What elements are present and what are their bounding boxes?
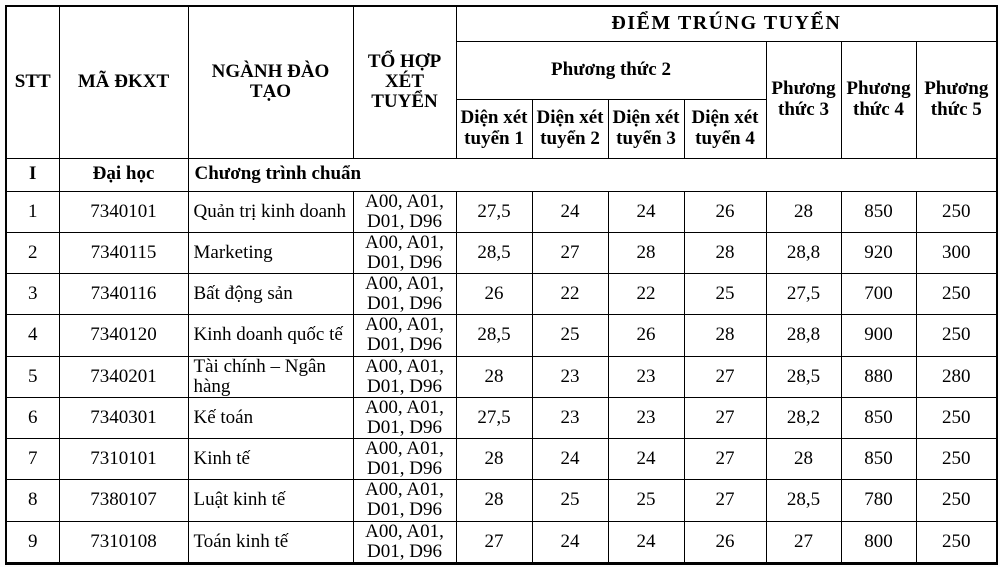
- cell-ma-dkxt: 7340201: [59, 356, 188, 397]
- cell-ma-dkxt: 7380107: [59, 480, 188, 521]
- cell-dxt3: 28: [608, 232, 684, 273]
- cell-nganh: Marketing: [188, 232, 353, 273]
- cell-dxt3: 24: [608, 439, 684, 480]
- cell-pt4: 900: [841, 315, 916, 356]
- cell-dxt2: 25: [532, 315, 608, 356]
- cell-pt4: 920: [841, 232, 916, 273]
- header-dien-xet-tuyen-4: Diện xét tuyển 4: [684, 99, 766, 158]
- cell-dxt4: 26: [684, 191, 766, 232]
- cell-pt4: 800: [841, 521, 916, 563]
- cell-dxt2: 24: [532, 439, 608, 480]
- cell-pt5: 250: [916, 397, 997, 438]
- section-ma-dkxt: Đại học: [59, 158, 188, 191]
- cell-dxt1: 28,5: [456, 232, 532, 273]
- cell-dxt4: 27: [684, 356, 766, 397]
- cell-dxt4: 28: [684, 315, 766, 356]
- cell-nganh: Kế toán: [188, 397, 353, 438]
- cell-pt5: 250: [916, 191, 997, 232]
- cell-to-hop: A00, A01, D01, D96: [353, 439, 456, 480]
- cell-pt4: 850: [841, 397, 916, 438]
- cell-stt: 6: [6, 397, 59, 438]
- cell-stt: 3: [6, 274, 59, 315]
- cell-dxt4: 27: [684, 439, 766, 480]
- cell-dxt4: 25: [684, 274, 766, 315]
- header-phuong-thuc-3: Phương thức 3: [766, 41, 841, 158]
- cell-dxt2: 27: [532, 232, 608, 273]
- header-dien-xet-tuyen-2: Diện xét tuyển 2: [532, 99, 608, 158]
- cell-nganh: Quản trị kinh doanh: [188, 191, 353, 232]
- cell-ma-dkxt: 7340301: [59, 397, 188, 438]
- cell-to-hop: A00, A01, D01, D96: [353, 232, 456, 273]
- cell-to-hop: A00, A01, D01, D96: [353, 191, 456, 232]
- cell-pt5: 250: [916, 521, 997, 563]
- cell-to-hop: A00, A01, D01, D96: [353, 274, 456, 315]
- cell-pt3: 28,2: [766, 397, 841, 438]
- table-row-2: [6, 232, 997, 273]
- cell-pt3: 28: [766, 191, 841, 232]
- header-row-1: [6, 6, 997, 41]
- header-dien-xet-tuyen-1: Diện xét tuyển 1: [456, 99, 532, 158]
- cell-pt5: 250: [916, 274, 997, 315]
- header-nganh-dao-tao: [188, 6, 353, 158]
- cell-pt3: 28: [766, 439, 841, 480]
- cell-dxt4: 26: [684, 521, 766, 563]
- cell-ma-dkxt: 7340120: [59, 315, 188, 356]
- cell-stt: 1: [6, 191, 59, 232]
- cell-dxt1: 28: [456, 356, 532, 397]
- header-phuong-thuc-4: Phương thức 4: [841, 41, 916, 158]
- cell-dxt3: 23: [608, 397, 684, 438]
- cell-stt: 9: [6, 521, 59, 563]
- cell-ma-dkxt: 7340115: [59, 232, 188, 273]
- cell-pt3: 27: [766, 521, 841, 563]
- table-row-4: [6, 315, 997, 356]
- cell-dxt1: 28: [456, 439, 532, 480]
- cell-dxt1: 27: [456, 521, 532, 563]
- cell-dxt2: 23: [532, 397, 608, 438]
- cell-stt: 2: [6, 232, 59, 273]
- cell-ma-dkxt: 7340101: [59, 191, 188, 232]
- table-row-9: [6, 521, 997, 563]
- cell-nganh: Tài chính – Ngân hàng: [188, 356, 353, 397]
- cell-pt5: 280: [916, 356, 997, 397]
- cell-dxt1: 26: [456, 274, 532, 315]
- cell-dxt2: 22: [532, 274, 608, 315]
- cell-stt: 4: [6, 315, 59, 356]
- cell-dxt1: 27,5: [456, 191, 532, 232]
- cell-dxt2: 24: [532, 191, 608, 232]
- cell-to-hop: A00, A01, D01, D96: [353, 315, 456, 356]
- section-stt: I: [6, 158, 59, 191]
- cell-stt: 7: [6, 439, 59, 480]
- table-row-3: [6, 274, 997, 315]
- cell-dxt4: 28: [684, 232, 766, 273]
- cell-pt5: 250: [916, 315, 997, 356]
- table-row-8: [6, 480, 997, 521]
- header-diem-trung-tuyen: ĐIỂM TRÚNG TUYỂN: [456, 6, 997, 41]
- cell-pt5: 300: [916, 232, 997, 273]
- cell-nganh: Luật kinh tế: [188, 480, 353, 521]
- cell-dxt3: 24: [608, 191, 684, 232]
- cell-pt4: 850: [841, 439, 916, 480]
- cell-dxt3: 26: [608, 315, 684, 356]
- cell-dxt1: 27,5: [456, 397, 532, 438]
- cell-dxt1: 28: [456, 480, 532, 521]
- cell-stt: 5: [6, 356, 59, 397]
- header-nganh-dao-tao-label: NGÀNH ĐÀO TẠO: [211, 61, 330, 103]
- cell-pt4: 700: [841, 274, 916, 315]
- cell-dxt3: 23: [608, 356, 684, 397]
- section-row-dai-hoc: [6, 158, 997, 191]
- section-label: Chương trình chuẩn: [188, 158, 997, 191]
- cell-ma-dkxt: 7310108: [59, 521, 188, 563]
- cell-dxt3: 25: [608, 480, 684, 521]
- header-phuong-thuc-5: Phương thức 5: [916, 41, 997, 158]
- cell-dxt2: 24: [532, 521, 608, 563]
- cell-to-hop: A00, A01, D01, D96: [353, 356, 456, 397]
- cell-to-hop: A00, A01, D01, D96: [353, 480, 456, 521]
- cell-dxt4: 27: [684, 480, 766, 521]
- admission-scores-table: [5, 5, 998, 565]
- header-to-hop-xet-tuyen-label: TỔ HỢP XÉT TUYỂN: [367, 51, 442, 113]
- cell-pt3: 28,5: [766, 356, 841, 397]
- cell-nganh: Kinh doanh quốc tế: [188, 315, 353, 356]
- cell-to-hop: A00, A01, D01, D96: [353, 397, 456, 438]
- cell-pt3: 28,8: [766, 232, 841, 273]
- cell-dxt2: 25: [532, 480, 608, 521]
- cell-dxt1: 28,5: [456, 315, 532, 356]
- cell-pt4: 780: [841, 480, 916, 521]
- table-row-7: [6, 439, 997, 480]
- cell-dxt3: 24: [608, 521, 684, 563]
- cell-pt3: 27,5: [766, 274, 841, 315]
- cell-dxt3: 22: [608, 274, 684, 315]
- cell-nganh: Toán kinh tế: [188, 521, 353, 563]
- cell-pt5: 250: [916, 439, 997, 480]
- table-row-6: [6, 397, 997, 438]
- cell-dxt4: 27: [684, 397, 766, 438]
- cell-pt3: 28,8: [766, 315, 841, 356]
- cell-ma-dkxt: 7340116: [59, 274, 188, 315]
- header-ma-dkxt: MÃ ĐKXT: [59, 6, 188, 158]
- cell-dxt2: 23: [532, 356, 608, 397]
- cell-nganh: Bất động sản: [188, 274, 353, 315]
- header-stt: STT: [6, 6, 59, 158]
- cell-pt4: 850: [841, 191, 916, 232]
- cell-pt3: 28,5: [766, 480, 841, 521]
- header-to-hop-xet-tuyen: [353, 6, 456, 158]
- cell-to-hop: A00, A01, D01, D96: [353, 521, 456, 563]
- cell-pt5: 250: [916, 480, 997, 521]
- header-dien-xet-tuyen-3: Diện xét tuyển 3: [608, 99, 684, 158]
- cell-ma-dkxt: 7310101: [59, 439, 188, 480]
- cell-pt4: 880: [841, 356, 916, 397]
- cell-stt: 8: [6, 480, 59, 521]
- header-phuong-thuc-2: Phương thức 2: [456, 41, 766, 99]
- table-row-1: [6, 191, 997, 232]
- table-row-5: [6, 356, 997, 397]
- cell-nganh: Kinh tế: [188, 439, 353, 480]
